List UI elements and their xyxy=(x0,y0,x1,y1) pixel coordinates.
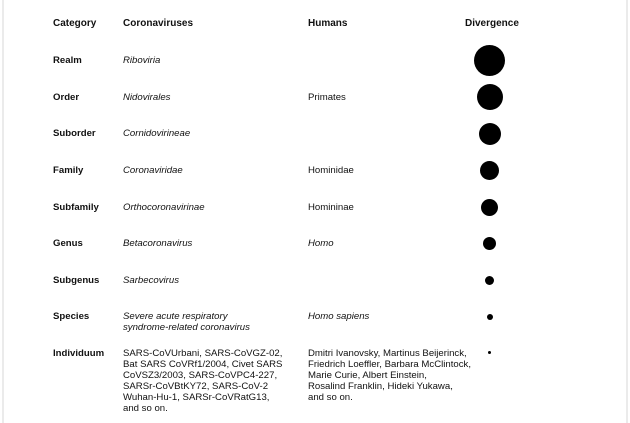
category-genus: Genus xyxy=(53,238,83,249)
human-family: Hominidae xyxy=(308,165,354,176)
category-subfamily: Subfamily xyxy=(53,202,99,213)
coronavirus-species: Severe acute respiratory syndrome-related coronavirus xyxy=(123,311,250,333)
category-realm: Realm xyxy=(53,55,82,66)
coronavirus-subgenus: Sarbecovirus xyxy=(123,275,179,286)
category-family: Family xyxy=(53,165,84,176)
coronavirus-family: Coronaviridae xyxy=(123,165,183,176)
divergence-dot-subfamily xyxy=(481,199,498,216)
human-order: Primates xyxy=(308,92,346,103)
coronavirus-realm: Riboviria xyxy=(123,55,161,66)
category-suborder: Suborder xyxy=(53,128,96,139)
coronavirus-order: Nidovirales xyxy=(123,92,171,103)
divergence-dot-realm xyxy=(474,45,505,76)
header-category: Category xyxy=(53,18,97,29)
divergence-dot-individuum xyxy=(488,351,491,354)
coronavirus-individuum: SARS-CoVUrbani, SARS-CoVGZ-02, Bat SARS CoVRf1/2004, Civet SARS CoVSZ3/2003, SARS-CoVPC4-227, SARSr-CoVBtKY72, SARS-CoV-2 Wuhan-Hu-1, SARSr-CoVRatG13, and so on. xyxy=(123,348,283,414)
header-coronaviruses: Coronaviruses xyxy=(123,18,194,29)
divergence-dot-suborder xyxy=(479,123,501,145)
coronavirus-genus: Betacoronavirus xyxy=(123,238,193,249)
header-divergence: Divergence xyxy=(465,18,519,29)
coronavirus-suborder: Cornidovirineae xyxy=(123,128,191,139)
human-genus: Homo xyxy=(308,238,334,249)
divergence-dot-family xyxy=(480,161,499,180)
category-subgenus: Subgenus xyxy=(53,275,100,286)
human-species: Homo sapiens xyxy=(308,311,370,322)
left-page-edge xyxy=(2,0,4,423)
category-individuum: Individuum xyxy=(53,348,105,359)
divergence-dot-species xyxy=(487,314,493,320)
category-species: Species xyxy=(53,311,90,322)
divergence-dot-genus xyxy=(483,237,496,250)
divergence-dot-order xyxy=(477,84,503,110)
category-order: Order xyxy=(53,92,80,103)
divergence-dot-subgenus xyxy=(485,276,494,285)
human-individuum: Dmitri Ivanovsky, Martinus Beijerinck, Friedrich Loeffler, Barbara McClintock, Marie Curie, Albert Einstein, Rosalind Franklin, Hideki Yukawa, and so on. xyxy=(308,348,471,403)
header-humans: Humans xyxy=(308,18,348,29)
right-page-edge xyxy=(626,0,628,423)
human-subfamily: Homininae xyxy=(308,202,354,213)
coronavirus-subfamily: Orthocoronavirinae xyxy=(123,202,205,213)
